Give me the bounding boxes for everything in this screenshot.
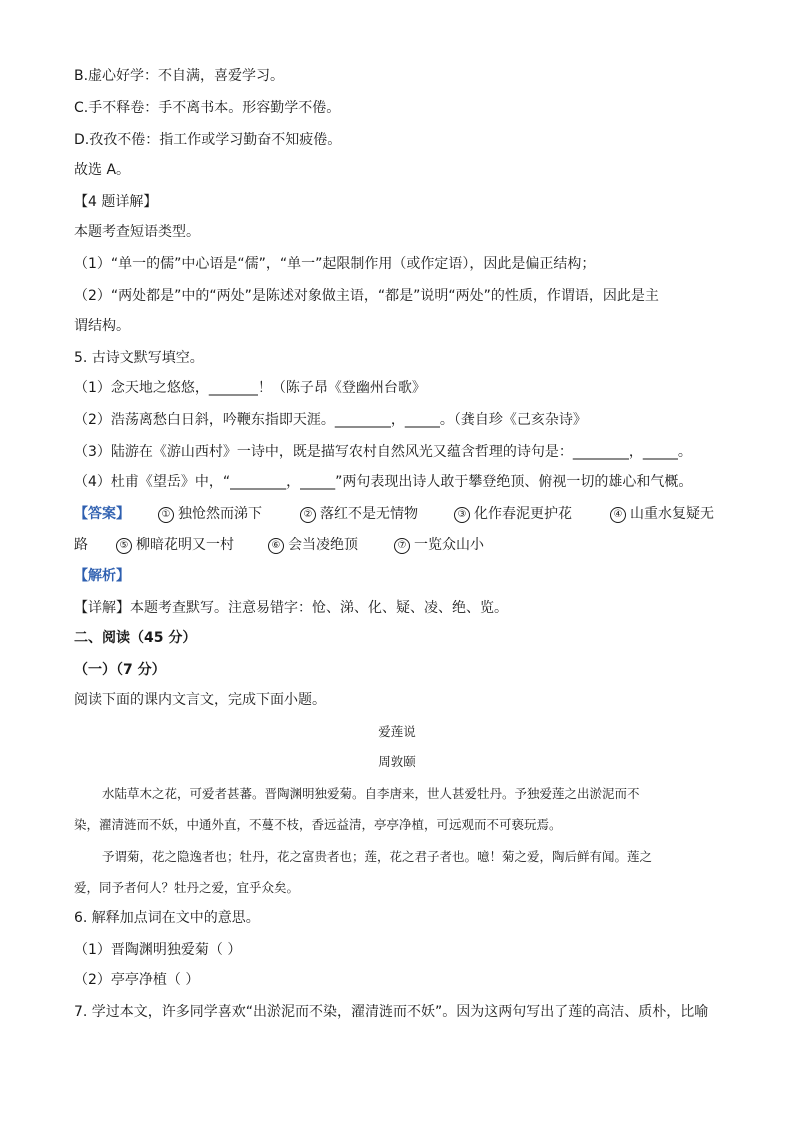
answer-7-number: ⑦ — [394, 538, 410, 554]
answer-3-number: ③ — [454, 507, 470, 523]
q4-point-2: （2）“两处都是”中的“两处”是陈述对象做主语，“都是”说明“两处”的性质，作谓语，因此是主 — [74, 288, 659, 304]
answer-7 — [394, 535, 484, 555]
answer-label: 【答案】 — [74, 506, 130, 522]
answer-2-text: 落红不是无情物 — [320, 506, 418, 522]
answer-6-text: 会当凌绝顶 — [288, 537, 358, 553]
passage-p2-line2: 爱，同予者何人？牡丹之爱，宜乎众矣。 — [74, 880, 300, 895]
answer-3 — [454, 504, 572, 524]
analysis-detail: 【详解】本题考查默写。注意易错字：怆、涕、化、疑、凌、绝、览。 — [74, 600, 508, 616]
poem-title: 爱莲说 — [378, 724, 416, 739]
analysis-label: 【解析】 — [74, 568, 130, 584]
q5-item-2: （2）浩荡离愁白日斜，吟鞭东指即天涯。________，_____。（龚自珍《己亥杂诗》 — [74, 412, 587, 428]
answer-1-text: 独怆然而涕下 — [178, 506, 262, 522]
passage-p1-line2: 染，濯清涟而不妖，中通外直，不蔓不枝，香远益清，亭亭净植，可远观而不可亵玩焉。 — [74, 817, 562, 832]
option-b: B.虚心好学：不自满，喜爱学习。 — [74, 68, 285, 84]
q5-item-4: （4）杜甫《望岳》中，“________，_____”两句表现出诗人敢于攀登绝顶、俯视一切的雄心和气概。 — [74, 474, 693, 490]
answer-3-text: 化作春泥更护花 — [474, 506, 572, 522]
answer-6 — [268, 535, 358, 555]
passage-p2-line1: 予谓菊，花之隐逸者也；牡丹，花之富贵者也；莲，花之君子者也。噫！菊之爱，陶后鲜有闻。莲之 — [102, 849, 653, 864]
answer-4-cont: 路 — [74, 537, 88, 553]
answer-1 — [158, 504, 262, 524]
answer-1-number: ① — [158, 507, 174, 523]
answer-4-text: 山重水复疑无 — [630, 506, 714, 522]
answer-2 — [300, 504, 418, 524]
q5-item-3: （3）陆游在《游山西村》一诗中，既是描写农村自然风光又蕴含哲理的诗句是：________，_____。 — [74, 444, 692, 460]
q6-heading: 6. 解释加点词在文中的意思。 — [74, 910, 260, 926]
answer-6-number: ⑥ — [268, 538, 284, 554]
q4-point-1: （1）“单一的儒”中心语是“儒”，“单一”起限制作用（或作定语），因此是偏正结构； — [74, 256, 596, 272]
reading-instruction: 阅读下面的课内文言文，完成下面小题。 — [74, 692, 326, 708]
answer-4 — [610, 504, 714, 524]
q6-item-2: （2）亭亭净植（ ） — [74, 972, 200, 988]
answer-5-text: 柳暗花明又一村 — [136, 537, 234, 553]
part-1-heading: （一）（7 分） — [74, 662, 166, 678]
answer-4-number: ④ — [610, 507, 626, 523]
answer-5 — [116, 535, 234, 555]
choice-result: 故选 A。 — [74, 162, 131, 178]
answer-7-text: 一览众山小 — [414, 537, 484, 553]
q4-detail-heading: 【4 题详解】 — [74, 194, 158, 210]
option-d: D.孜孜不倦：指工作或学习勤奋不知疲倦。 — [74, 132, 342, 148]
answer-5-number: ⑤ — [116, 538, 132, 554]
section-2-heading: 二、阅读（45 分） — [74, 630, 197, 646]
passage-p1-line1: 水陆草木之花，可爱者甚蕃。晋陶渊明独爱菊。自李唐来，世人甚爱牡丹。予独爱莲之出淤泥而不 — [102, 786, 640, 801]
poem-author: 周敦颐 — [378, 754, 416, 769]
q5-heading: 5. 古诗文默写填空。 — [74, 350, 204, 366]
q4-point-2-cont: 谓结构。 — [74, 318, 130, 334]
q5-item-1: （1）念天地之悠悠，_______！（陈子昂《登幽州台歌》 — [74, 380, 426, 396]
answer-2-number: ② — [300, 507, 316, 523]
q7-heading: 7. 学过本文，许多同学喜欢“出淤泥而不染，濯清涟而不妖”。因为这两句写出了莲的高洁、质朴，比喻 — [74, 1004, 709, 1020]
option-c: C.手不释卷：手不离书本。形容勤学不倦。 — [74, 100, 341, 116]
q4-intro: 本题考查短语类型。 — [74, 224, 200, 240]
q6-item-1: （1）晋陶渊明独爱菊（ ） — [74, 942, 242, 958]
